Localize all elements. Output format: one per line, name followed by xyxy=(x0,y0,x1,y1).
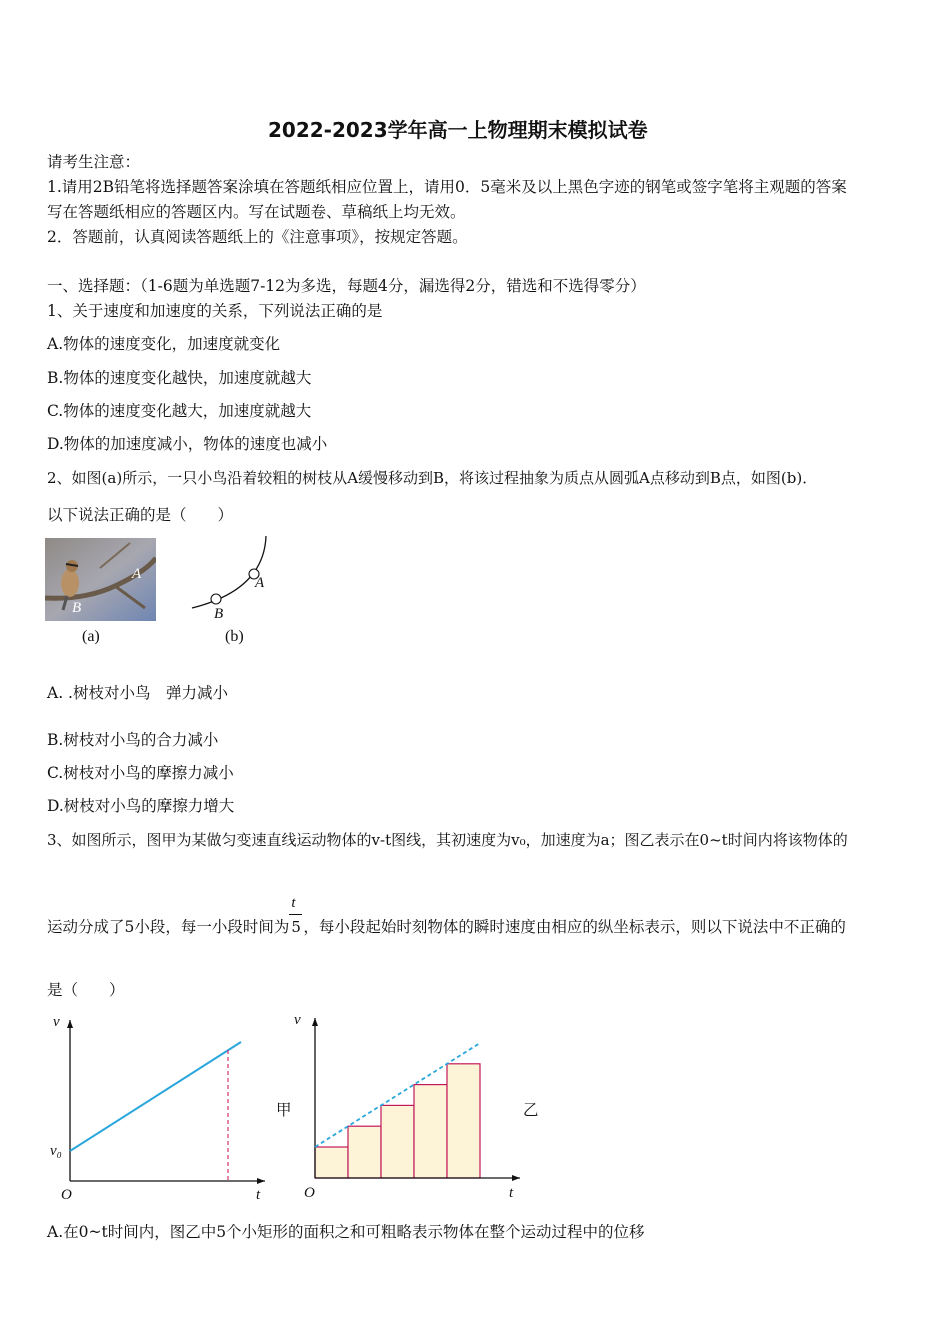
jia-origin-label: O xyxy=(61,1187,72,1203)
q1-option-a: A.物体的速度变化，加速度就变化 xyxy=(47,335,281,353)
label-yi: 乙 xyxy=(523,1101,539,1119)
graph-yi-svg xyxy=(290,1010,530,1210)
arc-diagram xyxy=(186,532,276,627)
notice-heading: 请考生注意： xyxy=(47,153,141,171)
notice-item-1-line-2: 写在答题纸相应的答题区内。写在试题卷、草稿纸上均无效。 xyxy=(47,203,466,221)
q2-option-a: A. .树枝对小鸟 弹力减小 xyxy=(47,684,228,702)
jia-axis-v-label: v xyxy=(53,1014,60,1030)
q2-stem-line-2: 以下说法正确的是（ ） xyxy=(47,506,234,524)
graph-yi xyxy=(290,1010,530,1210)
fraction-numerator: t xyxy=(291,895,296,911)
q1-option-c: C.物体的速度变化越大，加速度就越大 xyxy=(47,402,312,420)
notice-item-2: 2．答题前，认真阅读答题纸上的《注意事项》，按规定答题。 xyxy=(47,228,468,246)
figure-b-caption: (b) xyxy=(225,628,244,645)
yi-axis-t-label: t xyxy=(509,1185,514,1201)
point-b-circle xyxy=(211,594,221,604)
fraction-bar xyxy=(289,914,302,915)
rectangles-group xyxy=(315,1064,480,1178)
q3-option-a: A.在0~t时间内，图乙中5个小矩形的面积之和可粗略表示物体在整个运动过程中的位移 xyxy=(47,1223,645,1241)
fraction xyxy=(289,895,303,937)
yi-origin-label: O xyxy=(304,1185,315,1201)
q3-stem-line-2 xyxy=(47,895,846,937)
photo-label-b: B xyxy=(72,600,82,616)
figure-a-caption: (a) xyxy=(82,628,100,645)
step-rectangle xyxy=(447,1064,480,1178)
fraction-denominator: 5 xyxy=(291,918,301,936)
q1-option-d: D.物体的加速度减小，物体的速度也减小 xyxy=(47,435,328,453)
step-rectangle xyxy=(315,1147,348,1178)
bird-photo-figure xyxy=(45,538,156,621)
page-title: 2022-2023学年高一上物理期末模拟试卷 xyxy=(268,118,648,142)
notice-item-1-line-1: 1.请用2B铅笔将选择题答案涂填在答题纸相应位置上，请用0．5毫米及以上黑色字迹的钢笔或签字笔将主观题的答案 xyxy=(47,178,847,196)
q3-line2-after: ，每小段起始时刻物体的瞬时速度由相应的纵坐标表示，则以下说法中不正确的 xyxy=(303,918,846,936)
q3-stem-line-3: 是（ ） xyxy=(47,981,125,999)
label-jia: 甲 xyxy=(276,1101,292,1119)
q1-stem: 1、关于速度和加速度的关系，下列说法正确的是 xyxy=(47,302,383,320)
q1-option-b: B.物体的速度变化越快，加速度就越大 xyxy=(47,369,312,387)
jia-v0-label: v₀ xyxy=(50,1143,62,1159)
q3-line2-before: 运动分成了5小段，每一小段时间为 xyxy=(47,918,290,936)
q2-option-d: D.树枝对小鸟的摩擦力增大 xyxy=(47,797,235,815)
q3-stem-line-1: 3、如图所示，图甲为某做匀变速直线运动物体的v-t图线，其初速度为v₀，加速度为a；图乙表示在0~t时间内将该物体的 xyxy=(47,831,848,849)
step-rectangle xyxy=(348,1126,381,1178)
q2-stem-line-1: 2、如图(a)所示，一只小鸟沿着较粗的树枝从A缓慢移动到B，将该过程抽象为质点从圆弧A点移动到B点，如图(b)． xyxy=(47,469,818,487)
graph-jia xyxy=(45,1010,275,1210)
q2-option-b: B.树枝对小鸟的合力减小 xyxy=(47,731,219,749)
velocity-line xyxy=(70,1042,241,1151)
section-heading: 一、选择题：（1-6题为单选题7-12为多选，每题4分，漏选得2分，错选和不选得零分） xyxy=(47,277,646,295)
step-rectangle xyxy=(381,1105,414,1178)
photo-label-a: A xyxy=(132,566,142,582)
yi-axis-v-label: v xyxy=(294,1012,301,1028)
jia-axis-t-label: t xyxy=(256,1187,261,1203)
q2-option-c: C.树枝对小鸟的摩擦力减小 xyxy=(47,764,234,782)
arc-label-a: A xyxy=(255,575,265,591)
graph-jia-svg xyxy=(45,1010,275,1210)
arc-label-b: B xyxy=(214,606,224,622)
step-rectangle xyxy=(414,1085,447,1178)
